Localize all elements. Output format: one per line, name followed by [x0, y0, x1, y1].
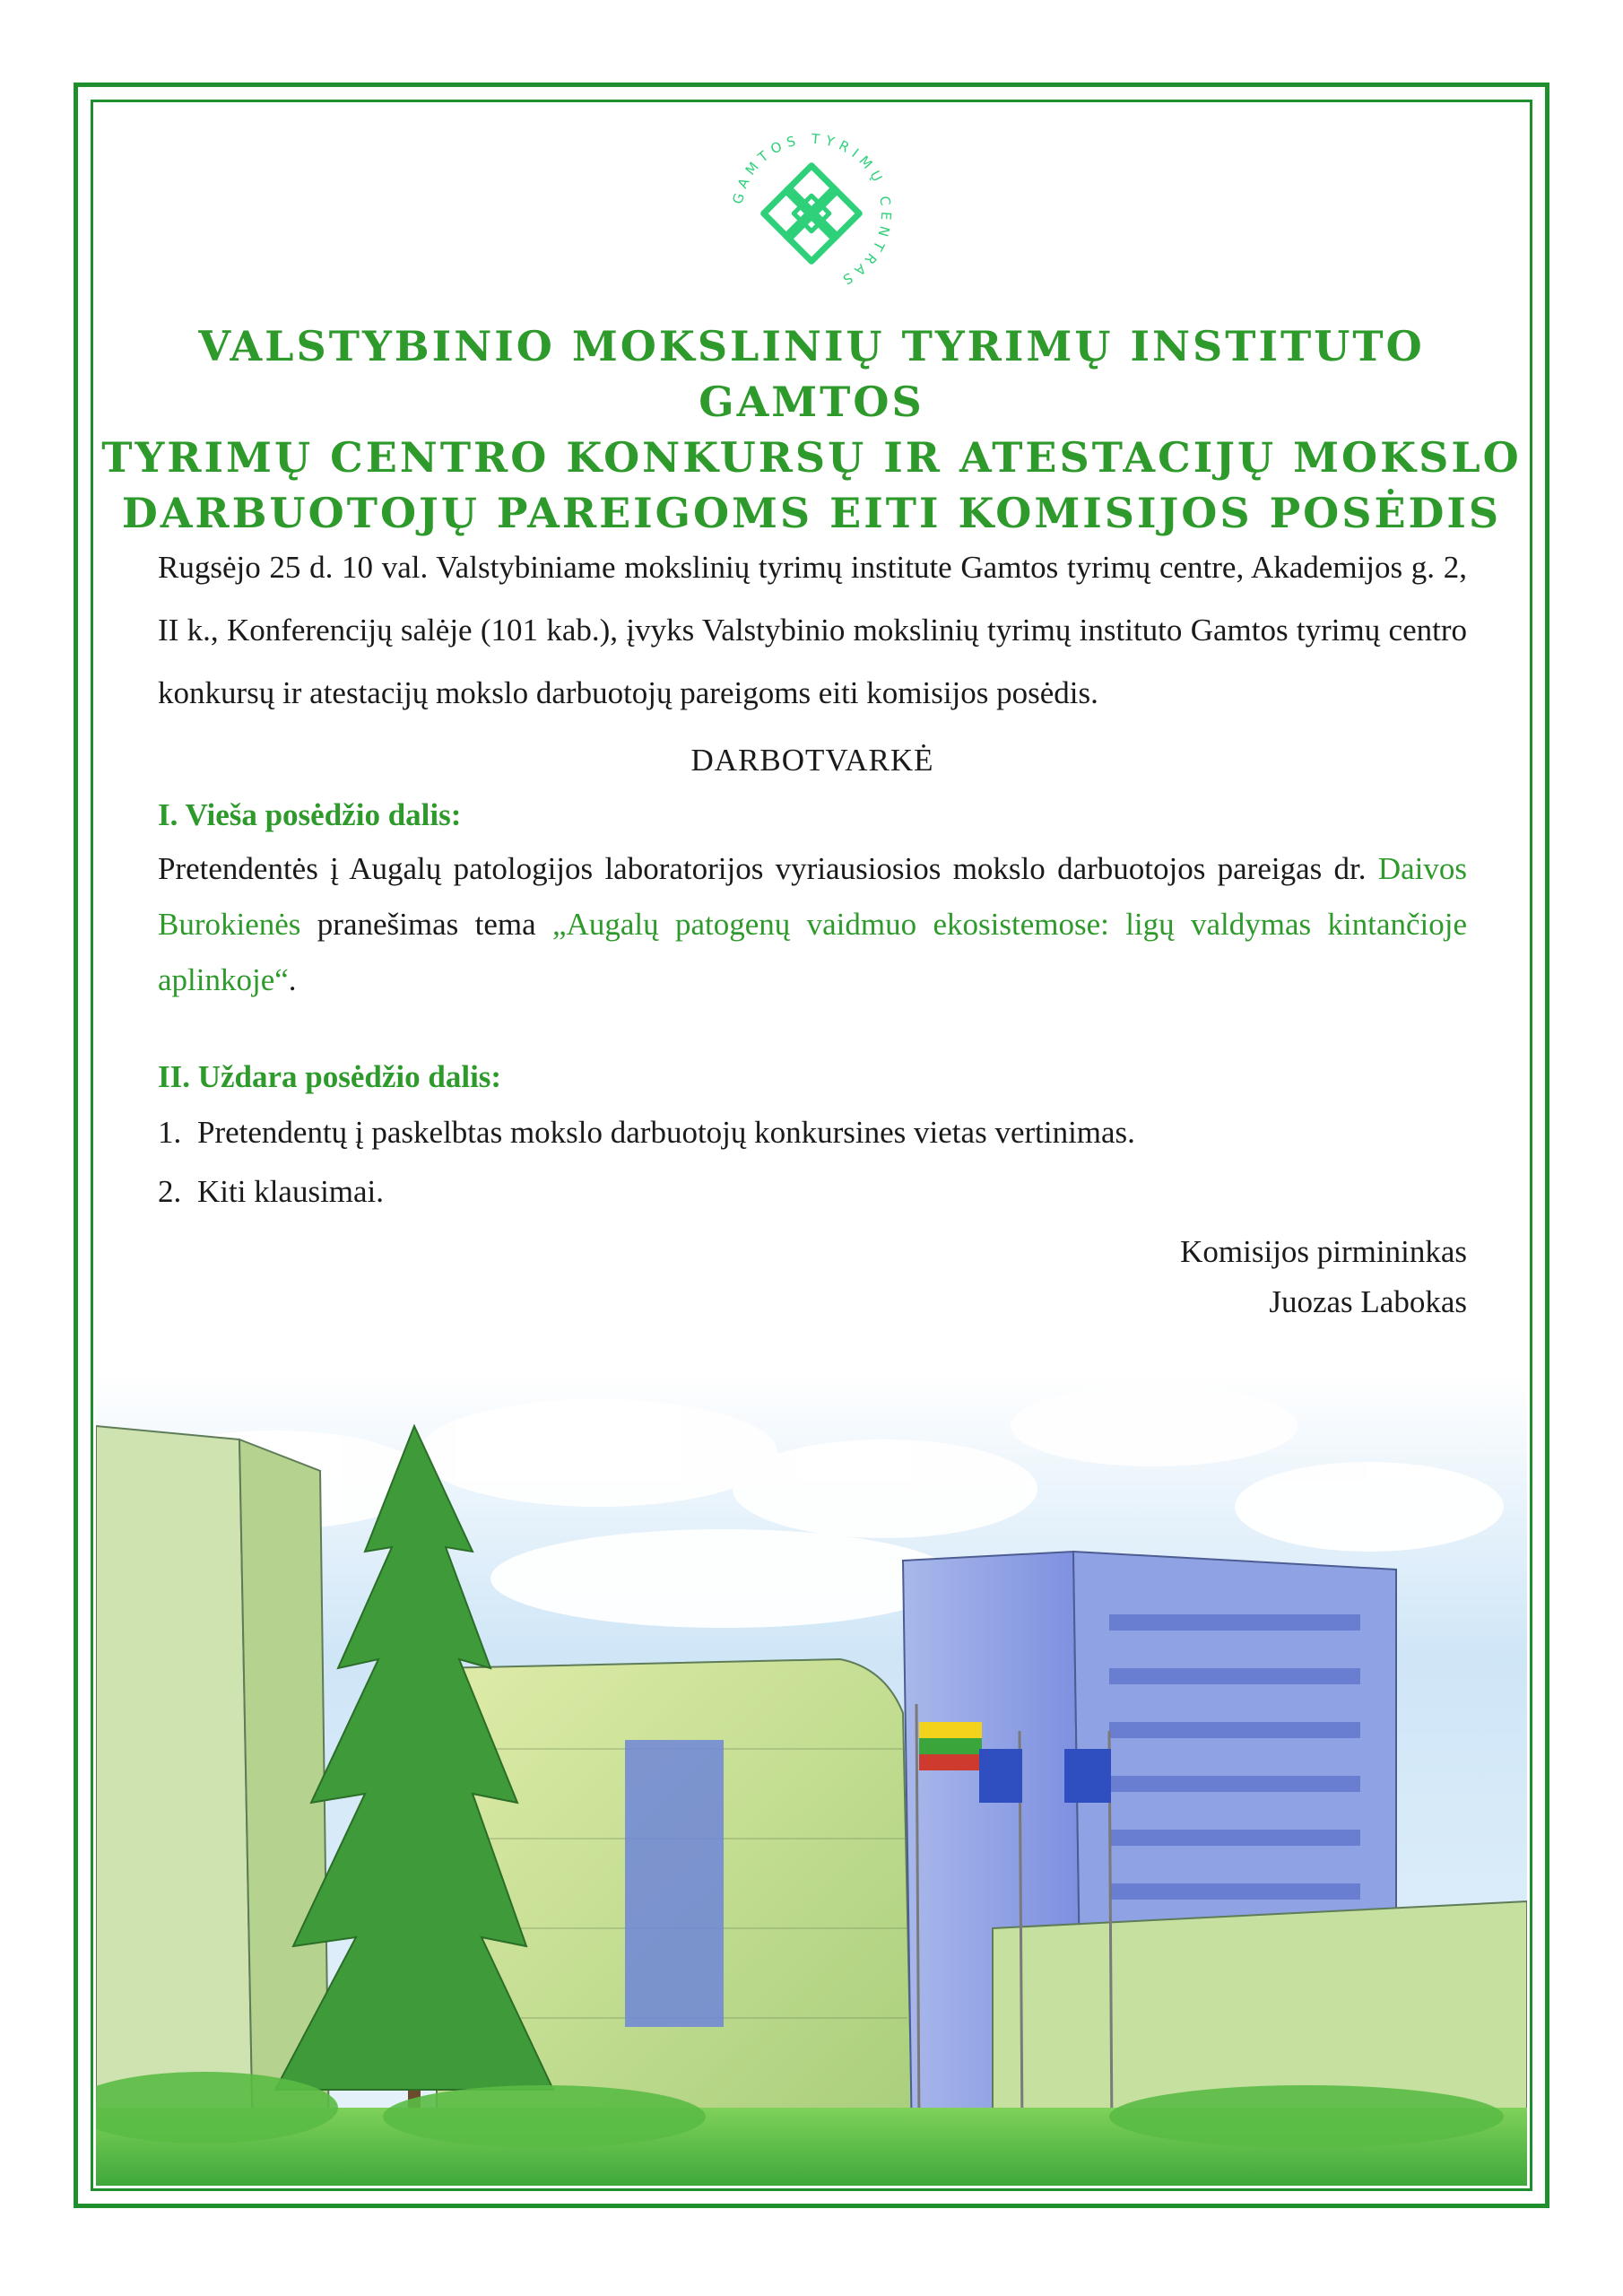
logo-ring-text: GAMTOS TYRIMŲ CENTRAS: [729, 130, 895, 291]
section-public: [158, 789, 1467, 1008]
title-line-1: VALSTYBINIO MOKSLINIŲ TYRIMŲ INSTITUTO GAMTOS: [198, 322, 1425, 426]
list-item: [158, 1103, 1467, 1162]
title-line-3: DARBUOTOJŲ PAREIGOMS EITI KOMISIJOS POSĖDIS: [121, 489, 1502, 537]
list-item-number: 1.: [158, 1115, 182, 1150]
section-public-text-end: .: [288, 962, 297, 997]
announcement-title: [99, 318, 1524, 541]
section-public-text-before: Pretendentės į Augalų patologijos laboratorijos vyriausiosios mokslo darbuotojos pareigas dr.: [158, 851, 1367, 886]
signature-name: Juozas Labokas: [1269, 1284, 1467, 1319]
section-public-title: I. Vieša posėdžio dalis:: [158, 797, 462, 832]
signature-block: [158, 1227, 1467, 1327]
section-public-text: [158, 841, 1467, 1008]
title-line-2: TYRIMŲ CENTRO KONKURSŲ IR ATESTACIJŲ MOKSLO: [101, 433, 1522, 482]
announcement-body: [158, 536, 1467, 1327]
signature-role: Komisijos pirmininkas: [1180, 1234, 1467, 1269]
knot-emblem-icon: [764, 166, 860, 262]
section-closed-title: II. Uždara posėdžio dalis:: [158, 1059, 502, 1094]
list-item-text: Pretendentų į paskelbtas mokslo darbuotojų konkursines vietas vertinimas.: [197, 1115, 1135, 1150]
presentation-topic: „Augalų patogenų vaidmuo ekosistemose: ligų valdymas kintančioje aplinkoje“: [158, 907, 1468, 997]
gamtos-tyrimu-centras-logo: [722, 124, 901, 303]
agenda-heading: DARBOTVARKĖ: [690, 743, 934, 778]
list-item-number: 2.: [158, 1174, 182, 1209]
building-watercolor-illustration: [96, 1372, 1527, 2186]
intro-paragraph: Rugsėjo 25 d. 10 val. Valstybiniame mokslinių tyrimų institute Gamtos tyrimų centre, Akademijos g. 2, II k., Konferencijų salėje (101 kab.), įvyks Valstybinio mokslinių tyrimų instituto Gamtos tyrimų centro konkursų ir atestacijų mokslo darbuotojų pareigoms eiti komisijos posėdis.: [158, 550, 1467, 710]
closed-agenda-list: [158, 1103, 1467, 1222]
list-item: [158, 1162, 1467, 1222]
section-closed: [158, 1051, 1467, 1222]
section-public-text-middle: pranešimas tema: [317, 907, 536, 942]
presenter-name: Daivos Burokienės: [158, 851, 1468, 942]
list-item-text: Kiti klausimai.: [197, 1174, 385, 1209]
